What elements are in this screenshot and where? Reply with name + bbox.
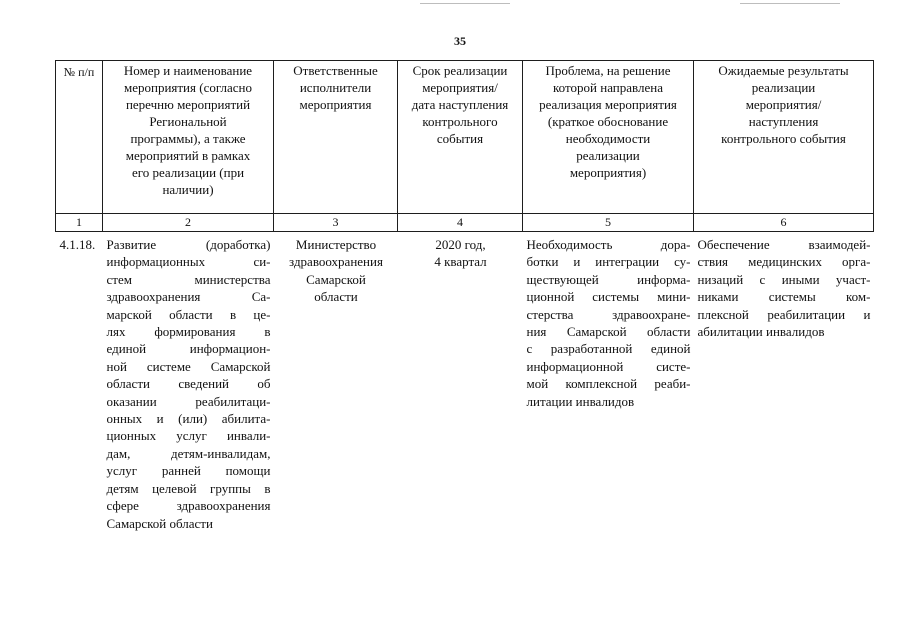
scan-edge-line [740, 3, 840, 4]
column-number: 3 [274, 214, 398, 232]
activity-name-cell: Развитие (доработка) информационных си- стем министерства здравоохранения Са- марской области в це- лях формирования в единой информацион- ной системе Самарской области сведений об оказании реабилитаци- онных и (или) абилита- ционных услуг инвали- дам, детям-инвалидам, услуг ранней помощи детям целевой группы в сфере здравоохранения Самарской области [106, 237, 271, 531]
problem-cell: Необходимость дора- ботки и интеграции су- ществующей информа- ционной системы мини- стерства здравоохране- ния Самарской области с разработанной единой информационной систе- мой комплексной реаби- литации инвалидов [526, 237, 691, 409]
column-number-row [56, 214, 874, 232]
header-problem: Проблема, на решение которой направлена реализация мероприятия (краткое обоснование необходимости реализации мероприятия) [523, 61, 694, 214]
column-number: 4 [398, 214, 523, 232]
header-activity-name: Номер и наименование мероприятия (согласно перечню мероприятий Региональной программы), а также мероприятий в рамках его реализации (при наличии) [103, 61, 274, 214]
header-term: Срок реализации мероприятия/ дата наступления контрольного события [398, 61, 523, 214]
column-number: 1 [56, 214, 103, 232]
scan-edge-line [420, 3, 510, 4]
column-number: 6 [694, 214, 874, 232]
row-number: 4.1.18. [59, 237, 96, 252]
activities-table [55, 60, 874, 532]
term-cell: 2020 год, 4 квартал [434, 237, 487, 270]
header-expected-results: Ожидаемые результаты реализации мероприятия/ наступления контрольного события [694, 61, 874, 214]
executor-cell: Министерство здравоохранения Самарской области [289, 237, 383, 305]
expected-result-cell: Обеспечение взаимодей- ствия медицинских орга- низаций с иными участ- никами системы ком- плексной реабилитации и абилитации инвалидов [697, 237, 871, 340]
header-executors: Ответственные исполнители мероприятия [274, 61, 398, 214]
page-number: 35 [454, 34, 466, 48]
table-row [56, 232, 874, 532]
column-number: 5 [523, 214, 694, 232]
table-header-row [56, 61, 874, 214]
header-number: № п/п [56, 61, 103, 214]
column-number: 2 [103, 214, 274, 232]
